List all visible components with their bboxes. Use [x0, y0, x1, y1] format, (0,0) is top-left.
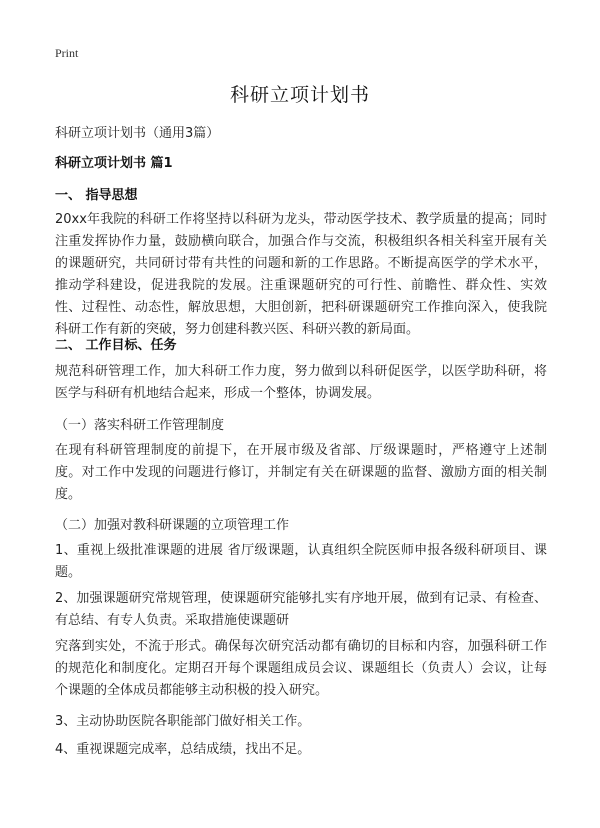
- print-link[interactable]: Print: [55, 46, 79, 60]
- list-item-2-continued: 究落到实处，不流于形式。确保每次研究活动都有确切的目标和内容，加强科研工作的规范化和制度化。定期召开每个课题组成员会议、课题组长（负责人）会议，让每个课题的全体成员都能够主动积极的投入研究。: [55, 639, 547, 698]
- list-item-3: 3、主动协助医院各职能部门做好相关工作。: [55, 714, 311, 729]
- subsection-1-paragraph: 在现有科研管理制度的前提下，在开展市级及省部、厅级课题时，严格遵守上述制度。对工作中发现的问题进行修订，并制定有关在研课题的监督、激励方面的相关制度。: [55, 443, 547, 502]
- list-item-1: 1、重视上级批准课题的进展 省厅级课题，认真组织全院医师申报各级科研项目、课题。: [55, 543, 547, 580]
- subsection-1-heading: （一）落实科研工作管理制度: [55, 418, 225, 433]
- section-2-paragraph: 规范科研管理工作，加大科研工作力度，努力做到以科研促医学，以医学助科研，将医学与科研有机地结合起来，形成一个整体，协调发展。: [55, 364, 547, 401]
- section-1-paragraph: 20xx年我院的科研工作将坚持以科研为龙头，带动医学技术、教学质量的提高；同时注重发挥协作力量，鼓励横向联合，加强合作与交流，积极组织各相关科室开展有关的课题研究，共同研讨带有共性的问题和新的工作思路。不断提高医学的学术水平，推动学科建设，促进我院的发展。注重课题研究的可行性、前瞻性、群众性、实效性、过程性、动态性，解放思想，大胆创新，把科研课题研究工作推向深入，使我院科研工作有新的突破，努力创建科教兴医、科研兴教的新局面。: [55, 212, 547, 337]
- list-item-4: 4、重视课题完成率，总结成绩，找出不足。: [55, 742, 311, 757]
- section-2-heading: 二、 工作目标、任务: [55, 338, 177, 353]
- list-item-2: 2、加强课题研究常规管理，使课题研究能够扎实有序地开展，做到有记录、有检查、有总结、有专人负责。采取措施使课题研: [55, 591, 547, 628]
- section-1-heading: 一、 指导思想: [55, 188, 138, 203]
- part-heading: 科研立项计划书 篇1: [55, 156, 173, 171]
- document-title: 科研立项计划书: [229, 84, 370, 106]
- document-subtitle: 科研立项计划书（通用3篇）: [55, 126, 220, 141]
- subsection-2-heading: （二）加强对教科研课题的立项管理工作: [55, 518, 290, 533]
